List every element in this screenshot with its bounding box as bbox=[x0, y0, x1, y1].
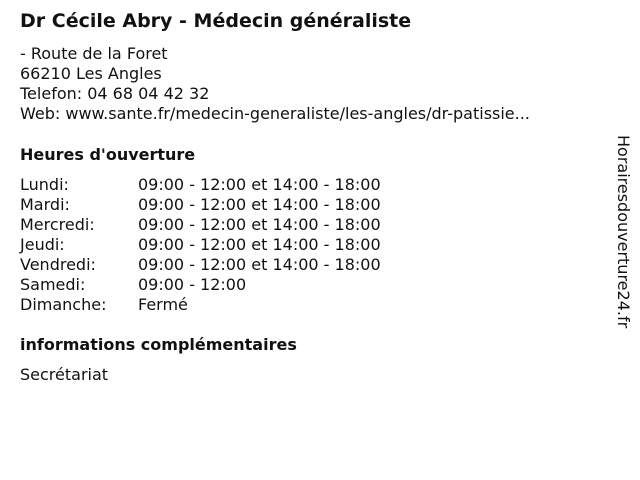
hours-row-saturday bbox=[20, 275, 381, 295]
hours-heading: Heures d'ouverture bbox=[20, 145, 196, 164]
hours-row-friday bbox=[20, 255, 381, 275]
website-link[interactable]: Web: www.sante.fr/medecin-generaliste/les-angles/dr-patissie... bbox=[20, 104, 530, 123]
hours-row-monday bbox=[20, 175, 381, 195]
city: 66210 Les Angles bbox=[20, 64, 162, 83]
info-text: Secrétariat bbox=[20, 365, 109, 384]
time-value: Fermé bbox=[138, 295, 188, 314]
time-value: 09:00 - 12:00 et 14:00 - 18:00 bbox=[138, 255, 381, 274]
hours-row-wednesday bbox=[20, 215, 381, 235]
time-value: 09:00 - 12:00 bbox=[138, 275, 247, 294]
time-value: 09:00 - 12:00 et 14:00 - 18:00 bbox=[138, 175, 381, 194]
time-value: 09:00 - 12:00 et 14:00 - 18:00 bbox=[138, 235, 381, 254]
page-title: Dr Cécile Abry - Médecin généraliste bbox=[20, 10, 412, 32]
phone-number[interactable]: Telefon: 04 68 04 42 32 bbox=[20, 84, 210, 103]
hours-row-thursday bbox=[20, 235, 381, 255]
time-value: 09:00 - 12:00 et 14:00 - 18:00 bbox=[138, 215, 381, 234]
address-block bbox=[20, 44, 530, 124]
day-label: Dimanche: bbox=[20, 295, 107, 314]
watermark bbox=[613, 135, 633, 345]
watermark-text: Horairesdouverture24.fr bbox=[614, 135, 633, 329]
street-address: - Route de la Foret bbox=[20, 44, 168, 63]
time-value: 09:00 - 12:00 et 14:00 - 18:00 bbox=[138, 195, 381, 214]
info-heading: informations complémentaires bbox=[20, 335, 297, 354]
day-label: Lundi: bbox=[20, 175, 69, 194]
day-label: Jeudi: bbox=[20, 235, 65, 254]
day-label: Mercredi: bbox=[20, 215, 95, 234]
hours-row-tuesday bbox=[20, 195, 381, 215]
hours-row-sunday bbox=[20, 295, 381, 315]
day-label: Mardi: bbox=[20, 195, 70, 214]
day-label: Vendredi: bbox=[20, 255, 96, 274]
day-label: Samedi: bbox=[20, 275, 86, 294]
opening-hours-table bbox=[20, 175, 381, 315]
